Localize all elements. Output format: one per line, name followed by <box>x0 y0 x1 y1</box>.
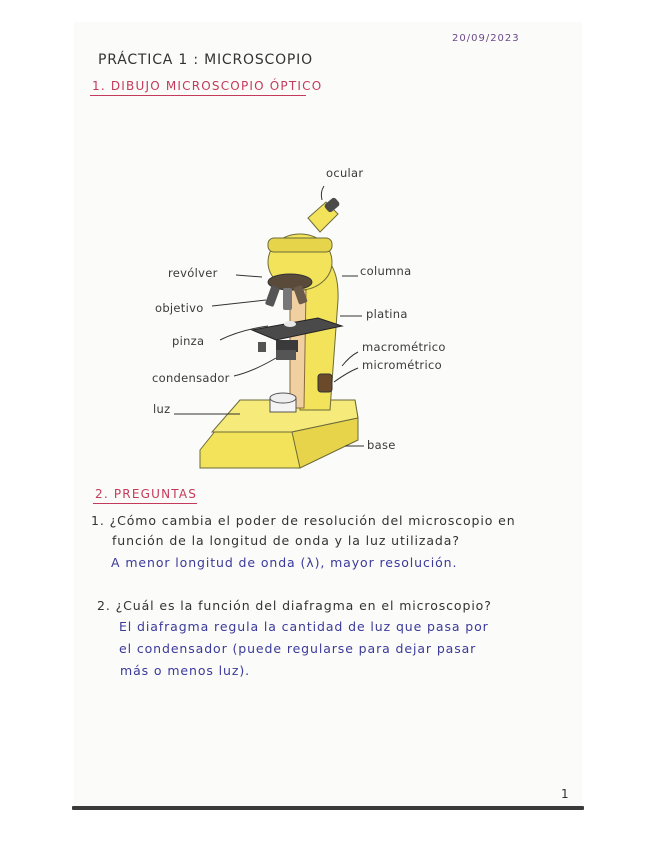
label-condensador: condensador <box>152 371 230 385</box>
label-columna: columna <box>360 264 412 278</box>
label-pinza: pinza <box>172 334 205 348</box>
answer-2-line-1: El diafragma regula la cantidad de luz que pasa por <box>119 619 489 634</box>
question-1-line-1: 1. ¿Cómo cambia el poder de resolución del microscopio en <box>91 513 516 528</box>
page-title: PRÁCTICA 1 : MICROSCOPIO <box>98 52 313 68</box>
label-revolver: revólver <box>168 266 218 280</box>
section-heading-questions: 2. PREGUNTAS <box>95 487 198 501</box>
question-1-line-2: función de la longitud de onda y la luz utilizada? <box>112 533 460 548</box>
date: 20/09/2023 <box>452 33 520 44</box>
question-2-line-1: 2. ¿Cuál es la función del diafragma en el microscopio? <box>97 598 492 613</box>
label-objetivo: objetivo <box>155 301 204 315</box>
page-number: 1 <box>561 787 570 801</box>
answer-1-line-1: A menor longitud de onda (λ), mayor resolución. <box>111 555 458 570</box>
label-luz: luz <box>153 402 171 416</box>
answer-2-line-2: el condensador (puede regularse para dejar pasar <box>119 641 477 656</box>
label-macrometrico: macrométrico <box>362 340 446 354</box>
section-heading-drawing: 1. DIBUJO MICROSCOPIO ÓPTICO <box>92 79 323 93</box>
heading-underline <box>93 503 197 504</box>
answer-2-line-3: más o menos luz). <box>120 663 250 678</box>
label-ocular: ocular <box>326 166 364 180</box>
label-platina: platina <box>366 307 408 321</box>
label-base: base <box>367 438 396 452</box>
label-micrometrico: micrométrico <box>362 358 442 372</box>
